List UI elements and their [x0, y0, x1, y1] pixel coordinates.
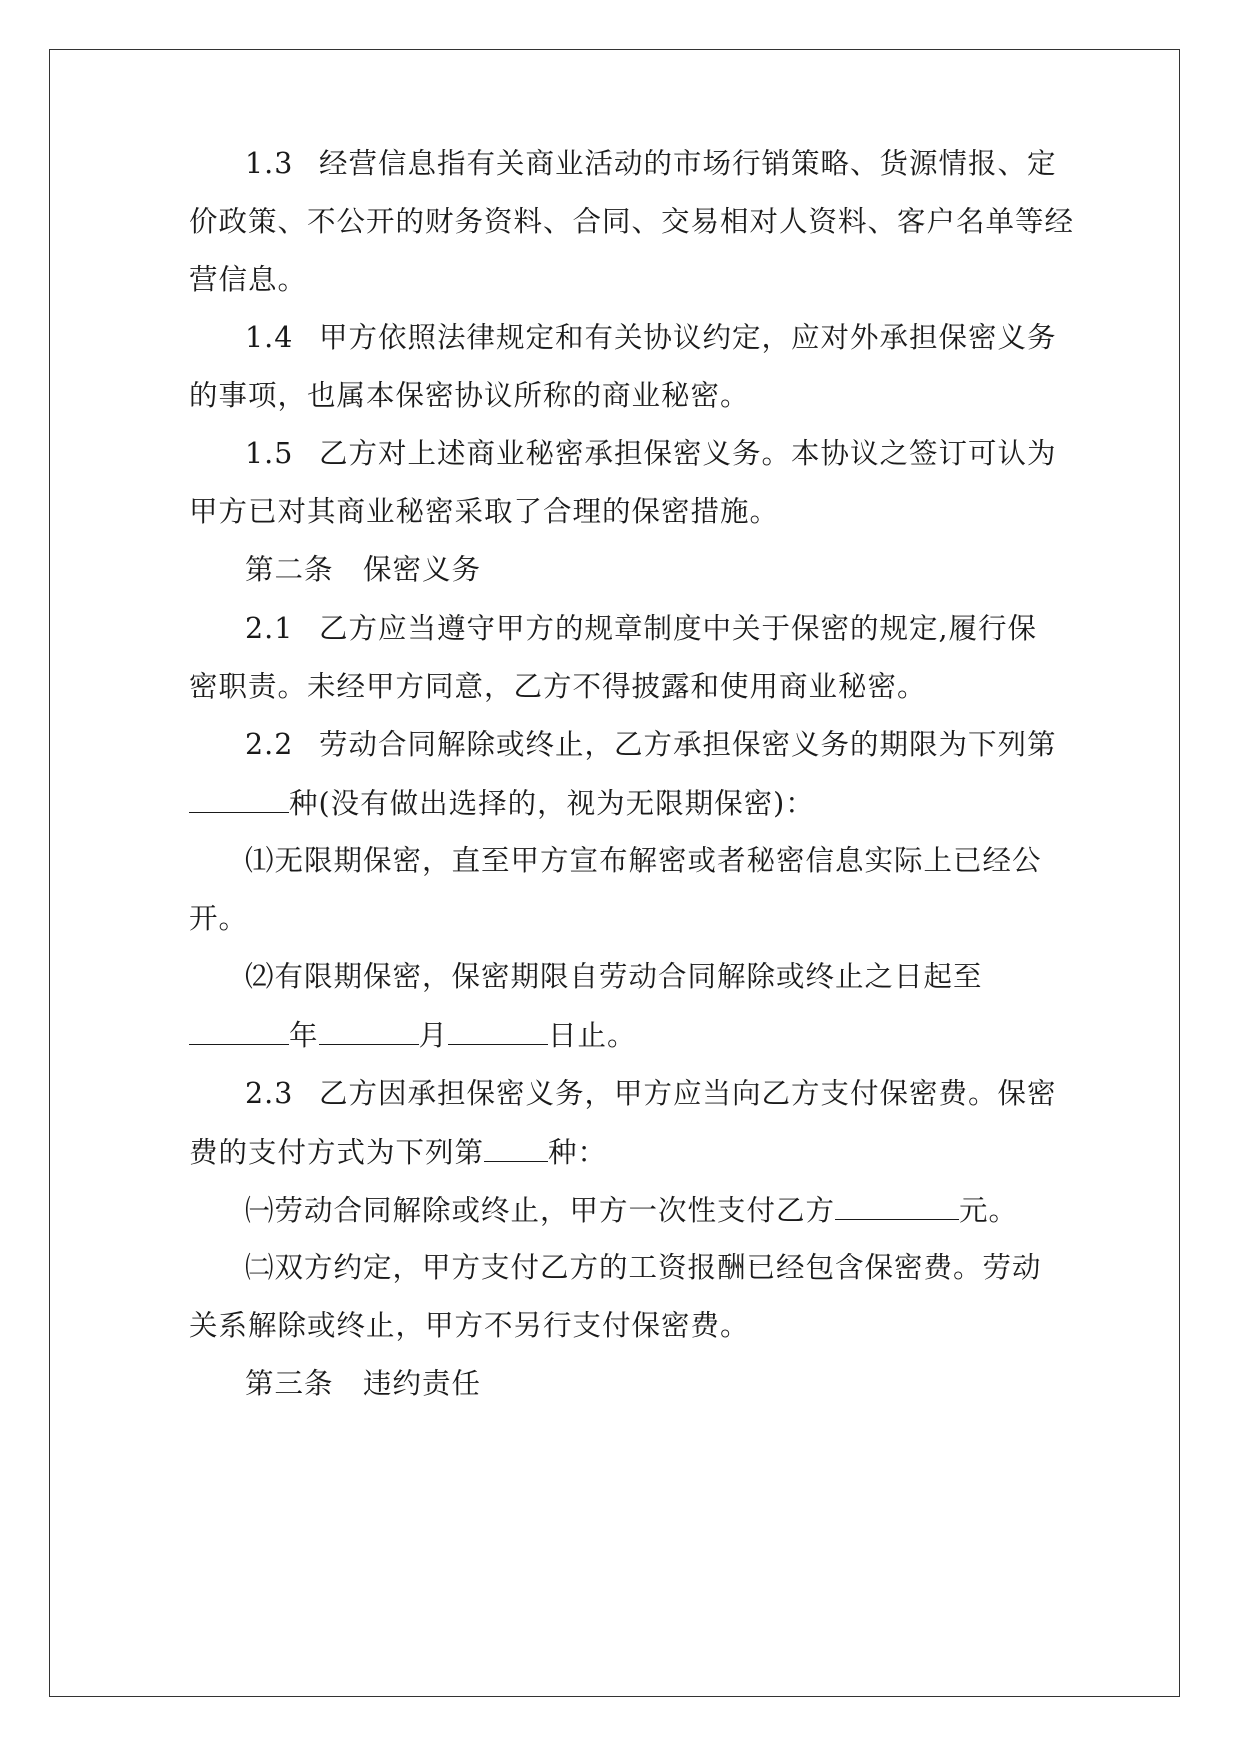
clause-2-1-line-1 [245, 612, 1037, 646]
clause-number: 2.1 [245, 612, 294, 645]
clause-2-2-line-1 [245, 728, 1057, 762]
clause-1-3-line-2: 价政策、不公开的财务资料、合同、交易相对人资料、客户名单等经 [189, 205, 1075, 238]
option-1-line-1: ⑴无限期保密，直至甲方宣布解密或者秘密信息实际上已经公 [245, 844, 1042, 877]
clause-number: 1.5 [245, 437, 294, 470]
payment-option-2-line-2: 关系解除或终止，甲方不另行支付保密费。 [189, 1309, 750, 1342]
option-1-line-2: 开。 [189, 902, 249, 935]
clause-text: 种： [548, 1136, 608, 1169]
article-2-heading [245, 553, 481, 587]
article-title: 违约责任 [363, 1367, 482, 1400]
clause-1-5-line-2: 甲方已对其商业秘密采取了合理的保密措施。 [189, 495, 780, 528]
clause-text: 劳动合同解除或终止，乙方承担保密义务的期限为下列第 [319, 728, 1057, 761]
option-text: 元。 [959, 1194, 1019, 1227]
clause-text: 种(没有做出选择的，视为无限期保密)： [289, 787, 815, 820]
clause-text: 乙方因承担保密义务，甲方应当向乙方支付保密费。保密 [319, 1077, 1057, 1110]
month-blank [319, 1018, 419, 1045]
amount-blank [835, 1193, 959, 1220]
clause-1-3-line-1 [245, 147, 1057, 181]
payment-option-blank [484, 1135, 548, 1162]
clause-text: 乙方应当遵守甲方的规章制度中关于保密的规定,履行保 [319, 612, 1038, 645]
clause-2-2-line-2 [189, 786, 815, 821]
article-number: 第三条 [245, 1367, 334, 1400]
clause-2-1-line-2: 密职责。未经甲方同意，乙方不得披露和使用商业秘密。 [189, 670, 927, 703]
clause-text: 乙方对上述商业秘密承担保密义务。本协议之签订可认为 [319, 437, 1057, 470]
clause-text: 甲方依照法律规定和有关协议约定，应对外承担保密义务 [319, 321, 1057, 354]
month-label: 月 [418, 1019, 449, 1052]
clause-1-5-line-1 [245, 437, 1057, 471]
option-2-line-1: ⑵有限期保密，保密期限自劳动合同解除或终止之日起至 [245, 960, 983, 993]
year-label: 年 [289, 1019, 319, 1052]
clause-number: 2.2 [245, 728, 294, 761]
article-number: 第二条 [245, 553, 334, 586]
option-blank [189, 786, 289, 813]
option-2-date-line [189, 1018, 637, 1053]
clause-2-3-line-2 [189, 1135, 607, 1170]
clause-number: 1.4 [245, 321, 294, 354]
payment-option-1 [245, 1193, 1018, 1228]
day-label: 日止。 [548, 1019, 637, 1052]
clause-number: 2.3 [245, 1077, 294, 1110]
option-text: ㈠劳动合同解除或终止，甲方一次性支付乙方 [245, 1194, 836, 1227]
clause-1-4-line-1 [245, 321, 1057, 355]
clause-1-4-line-2: 的事项，也属本保密协议所称的商业秘密。 [189, 379, 750, 412]
clause-text: 经营信息指有关商业活动的市场行销策略、货源情报、定 [319, 147, 1057, 180]
article-3-heading [245, 1367, 481, 1401]
payment-option-2-line-1: ㈡双方约定，甲方支付乙方的工资报酬已经包含保密费。劳动 [245, 1251, 1042, 1284]
clause-text: 费的支付方式为下列第 [189, 1136, 485, 1169]
clause-2-3-line-1 [245, 1077, 1057, 1111]
day-blank [448, 1018, 548, 1045]
article-title: 保密义务 [363, 553, 482, 586]
year-blank [189, 1018, 289, 1045]
clause-number: 1.3 [245, 147, 294, 180]
clause-1-3-line-3: 营信息。 [189, 263, 308, 296]
